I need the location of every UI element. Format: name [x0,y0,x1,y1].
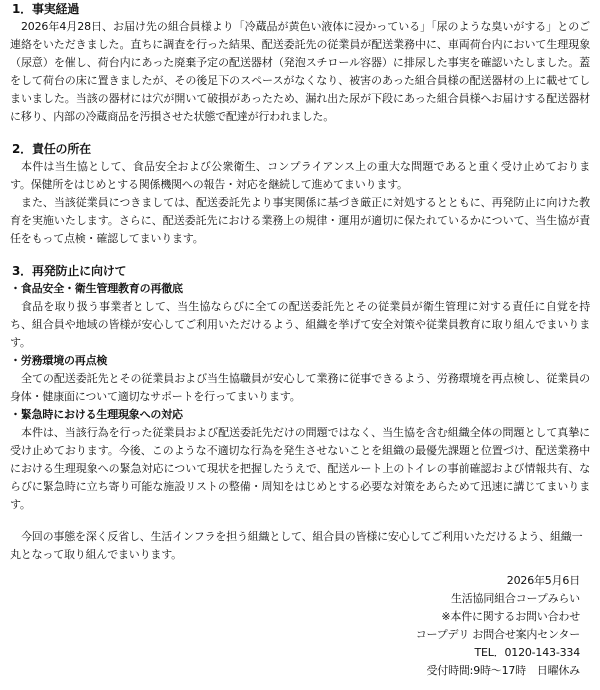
section-title-responsibility: 2．責任の所在 [12,142,91,156]
emergency-response-paragraph: 本件は、当該行為を行った従業員および配送委託先だけの問題ではなく、当生協を含む組織全体の問題として真摯に受け止めております。今後、このような不適切な行為を発生させないことを組織の最優先課題と位置づけ、配送業務中における生理現象への緊急対応について現状を把握したうえで、配送ルート上のトイレの事前確認および情報共有、ならびに緊急時に立ち寄り可能な施設リストの整備・周知をはじめとする必要な対策をあらためて迅速に講じてまいります。 [10,426,590,511]
signature-block [10,572,590,680]
section-responsibility [10,140,590,248]
signature-organization: 生活協同組合コープみらい [450,592,580,605]
spacer [10,248,590,262]
closing-paragraph: 今回の事態を深く反省し、生活インフラを担う組織として、組合員の皆様に安心してご利用いただけるよう、組織一丸となって取り組んでまいります。 [10,530,583,561]
subheading-food-safety: ・食品安全・衛生管理教育の再徹底 [10,282,183,295]
facts-paragraph: 2026年4月28日、お届け先の組合員様より「冷蔵品が黄色い液体に浸かっている」「尿のような臭いがする」とのご連絡をいただきました。直ちに調査を行った結果、配送委託先の従業員が配送業務中に、車両荷台内において生理現象（尿意）を催し、荷台内にあった廃棄予定の配送器材（発泡スチロール容器）に排尿した事実を確認いたしました。蓋をして荷台の床に置きましたが、その後足下のスペースがなくなり、被害のあった組合員様の配送器材の上に載せてしまいました。当該の器材には穴が開いて破損があったため、漏れ出た尿が下段にあった組合員様へお届けする配送器材に移り、内部の冷蔵商品を汚損させた状態で配達が行われました。 [10,20,590,123]
section-title-prevention: 3．再発防止に向けて [12,264,127,278]
food-safety-paragraph: 食品を取り扱う事業者として、当生協ならびに全ての配送委託先とその従業員が衛生管理に対する責任に自覚を持ち、組合員や地域の皆様が安心してご利用いただけるよう、組織を挙げて安全対策や従業員教育に取り組んでまいります。 [10,300,590,349]
spacer [10,514,590,528]
subheading-emergency-response: ・緊急時における生理現象への対応 [10,408,183,421]
section-prevention [10,262,590,514]
inquiry-note: ※本件に関するお問い合わせ [441,610,580,623]
responsibility-paragraph-1: 本件は当生協として、食品安全および公衆衛生、コンプライアンス上の重大な問題であると重く受け止めております。保健所をはじめとする関係機関への報告・対応を継続して進めてまいります。 [10,160,590,191]
spacer [10,126,590,140]
labor-environment-paragraph: 全ての配送委託先とその従業員および当生協職員が安心して業務に従事できるよう、労務環境を再点検し、従業員の身体・健康面について適切なサポートを行ってまいります。 [10,372,590,403]
subheading-labor-environment: ・労務環境の再点検 [10,354,108,367]
responsibility-paragraph-2: また、当該従業員につきましては、配送委託先より事実関係に基づき厳正に対処するとともに、再発防止に向けた教育を実施いたします。さらに、配送委託先における業務上の規律・運用が適切に保たれているかについて、当生協が責任をもって点検・確認してまいります。 [10,196,590,245]
section-facts [10,0,590,126]
signature-date: 2026年5月6日 [506,574,580,587]
section-title-facts: 1．事実経過 [12,2,80,16]
inquiry-phone: TEL．0120-143-334 [474,646,580,659]
inquiry-hours: 受付時間:9時〜17時 日曜休み [426,664,580,677]
inquiry-center: コープデリ お問合せ案内センター [415,628,580,641]
